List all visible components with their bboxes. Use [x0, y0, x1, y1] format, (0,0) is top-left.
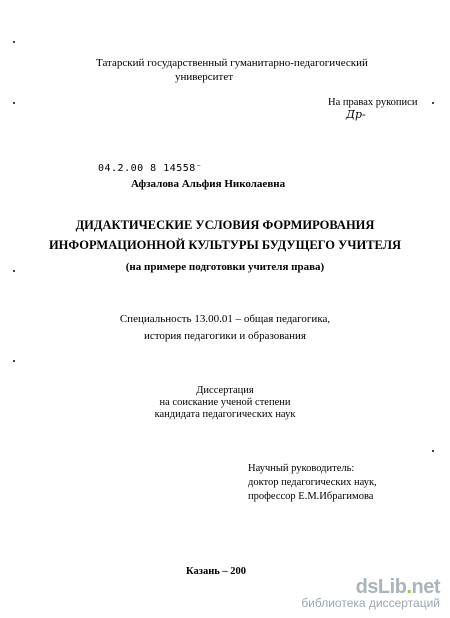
scan-mark: [432, 450, 434, 452]
specialty-line2: история педагогики и образования: [143, 330, 306, 342]
dissertation-subtitle: (на примере подготовки учителя права): [125, 261, 325, 273]
logo-dot: .: [406, 576, 412, 598]
watermark-tagline: библиотека диссертаций: [301, 596, 440, 610]
scan-mark: [13, 41, 15, 43]
degree-field-line: кандидата педагогических наук: [154, 409, 296, 420]
institution-name-line2: университет: [175, 71, 234, 83]
logo-tld: net: [411, 576, 440, 598]
signature: Др-: [346, 108, 366, 121]
scan-mark: [432, 102, 434, 104]
dissertation-title-line2: ИНФОРМАЦИОННОЙ КУЛЬТУРЫ БУДУЩЕГО УЧИТЕЛЯ: [48, 238, 402, 252]
supervisor-name: профессор Е.М.Ибрагимова: [248, 491, 374, 502]
supervisor-label: Научный руководитель:: [248, 463, 355, 474]
scan-mark: [13, 102, 15, 104]
specialty-line1: Специальность 13.00.01 – общая педагогика,: [119, 313, 331, 325]
manuscript-rights-label: На правах рукописи: [328, 97, 418, 108]
dissertation-title-line1: ДИДАКТИЧЕСКИЕ УСЛОВИЯ ФОРМИРОВАНИЯ: [75, 218, 375, 232]
dslib-watermark: [301, 576, 440, 610]
degree-line: на соискание ученой степени: [159, 397, 291, 408]
city-year: Казань – 200: [186, 566, 247, 577]
institution-name-line1: Татарский государственный гуманитарно-педагогический: [96, 57, 368, 69]
logo-main: dsLib: [355, 576, 407, 598]
scan-mark: [13, 360, 15, 362]
registry-stamp: 04.2.00 8 14558⁻: [98, 163, 203, 174]
dissertation-type: Диссертация: [196, 385, 254, 396]
author-name: Афзалова Альфия Николаевна: [131, 178, 286, 190]
supervisor-degree: доктор педагогических наук,: [248, 477, 377, 488]
